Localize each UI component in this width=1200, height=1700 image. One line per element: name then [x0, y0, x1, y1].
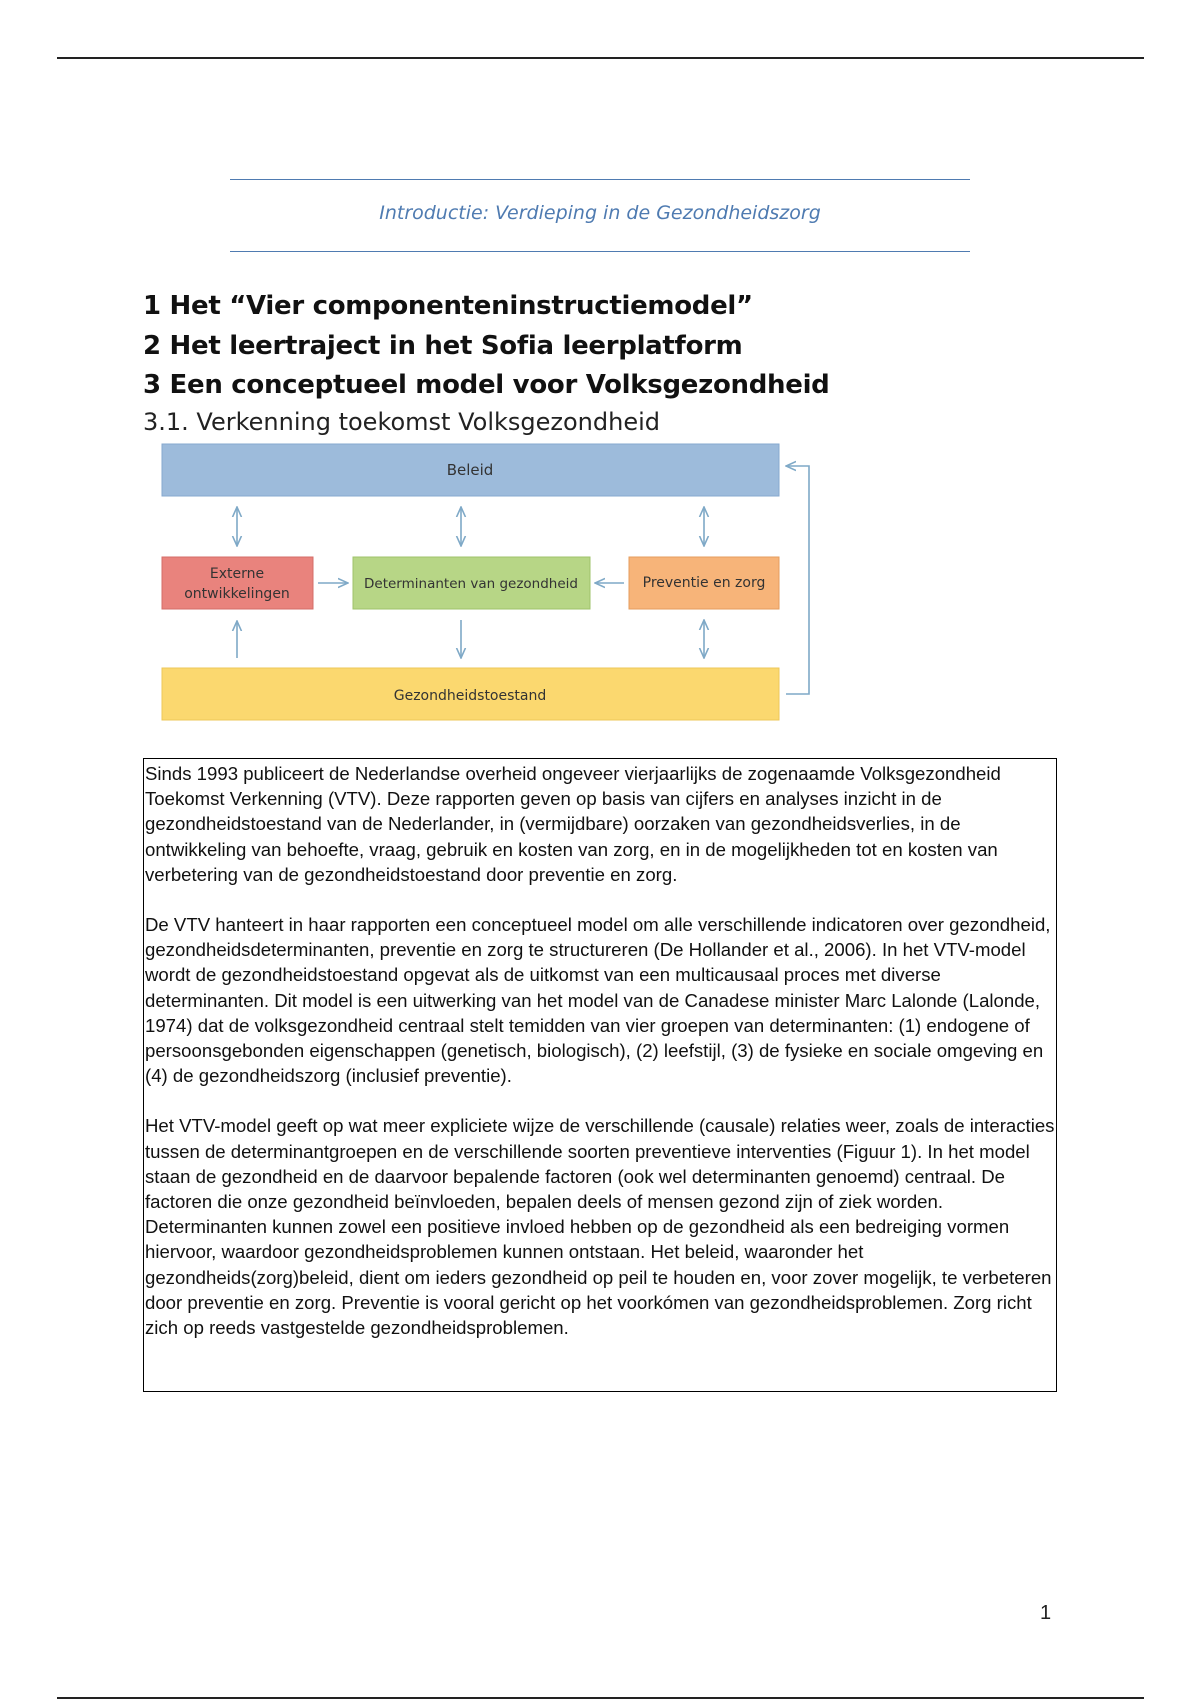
paragraph-2: De VTV hanteert in haar rapporten een conceptueel model om alle verschillende indicatoren over gezondheid, gezondheidsdeterminanten, preventie en zorg te structureren (De Hollander et al., 2006). In het VTV-model wordt de gezondheidstoestand opgevat als de uitkomst van een multicausaal proces met diverse determinanten. Dit model is een uitwerking van het model van de Canadese minister Marc Lalonde (Lalonde, 1974) dat de volksgezondheid centraal stelt temidden van vier groepen van determinanten: (1) endogene of persoonsgebonden eigenschappen (genetisch, biologisch), (2) leefstijl, (3) de fysieke en sociale omgeving en (4) de gezondheidszorg (inclusief preventie). — [145, 914, 1051, 1087]
determinanten-label: Determinanten van gezondheid — [364, 576, 578, 592]
heading-1: 1 Het “Vier componenteninstructiemodel” — [143, 291, 753, 321]
vtv-model-diagram — [150, 440, 820, 730]
heading-2: 2 Het leertraject in het Sofia leerplatform — [143, 331, 743, 361]
page-number: 1 — [1040, 1602, 1052, 1624]
subheading-3-1: 3.1. Verkenning toekomst Volksgezondheid — [143, 408, 661, 436]
beleid-label: Beleid — [446, 461, 494, 479]
paragraph-1: Sinds 1993 publiceert de Nederlandse overheid ongeveer vierjaarlijks de zogenaamde Volksgezondheid Toekomst Verkenning (VTV). Deze rapporten geven op basis van cijfers en analyses inzicht in de gezondheidstoestand van de Nederlander, in (vermijdbare) oorzaken van gezondheidsverlies, in de ontwikkeling van behoefte, vraag, gebruik en kosten van zorg, en in de mogelijkheden tot en kosten van verbetering van de gezondheidstoestand door preventie en zorg. — [145, 763, 1001, 885]
page-bottom-rule — [57, 1697, 1144, 1699]
page-top-rule — [57, 57, 1144, 59]
title-top-rule — [230, 179, 970, 180]
heading-3: 3 Een conceptueel model voor Volksgezondheid — [143, 370, 830, 400]
text-box — [143, 758, 1057, 1392]
document-title: Introductie: Verdieping in de Gezondheidszorg — [379, 202, 821, 224]
arrow-feedback-loop — [786, 466, 809, 694]
externe-label-line1: Externe — [209, 566, 265, 582]
externe-label-line2: ontwikkelingen — [184, 586, 290, 602]
preventie-label: Preventie en zorg — [642, 575, 766, 591]
title-bottom-rule — [230, 251, 970, 252]
gezondheidstoestand-label: Gezondheidstoestand — [393, 688, 547, 704]
paragraph-3: Het VTV-model geeft op wat meer expliciete wijze de verschillende (causale) relaties weer, zoals de interacties tussen de determinantgroepen en de verschillende soorten preventieve interventies (Figuur 1). In het model staan de gezondheid en de daarvoor bepalende factoren (ook wel determinanten genoemd) centraal. De factoren die onze gezondheid beïnvloeden, bepalen deels of mensen gezond zijn of ziek worden. Determinanten kunnen zowel een positieve invloed hebben op de gezondheid als een bedreiging vormen hiervoor, waardoor gezondheidsproblemen kunnen ontstaan. Het beleid, waaronder het gezondheids(zorg)beleid, dient om ieders gezondheid op peil te houden en, voor zover mogelijk, te verbeteren door preventie en zorg. Preventie is vooral gericht op het voorkómen van gezondheidsproblemen. Zorg richt zich op reeds vastgestelde gezondheidsproblemen. — [145, 1115, 1055, 1339]
